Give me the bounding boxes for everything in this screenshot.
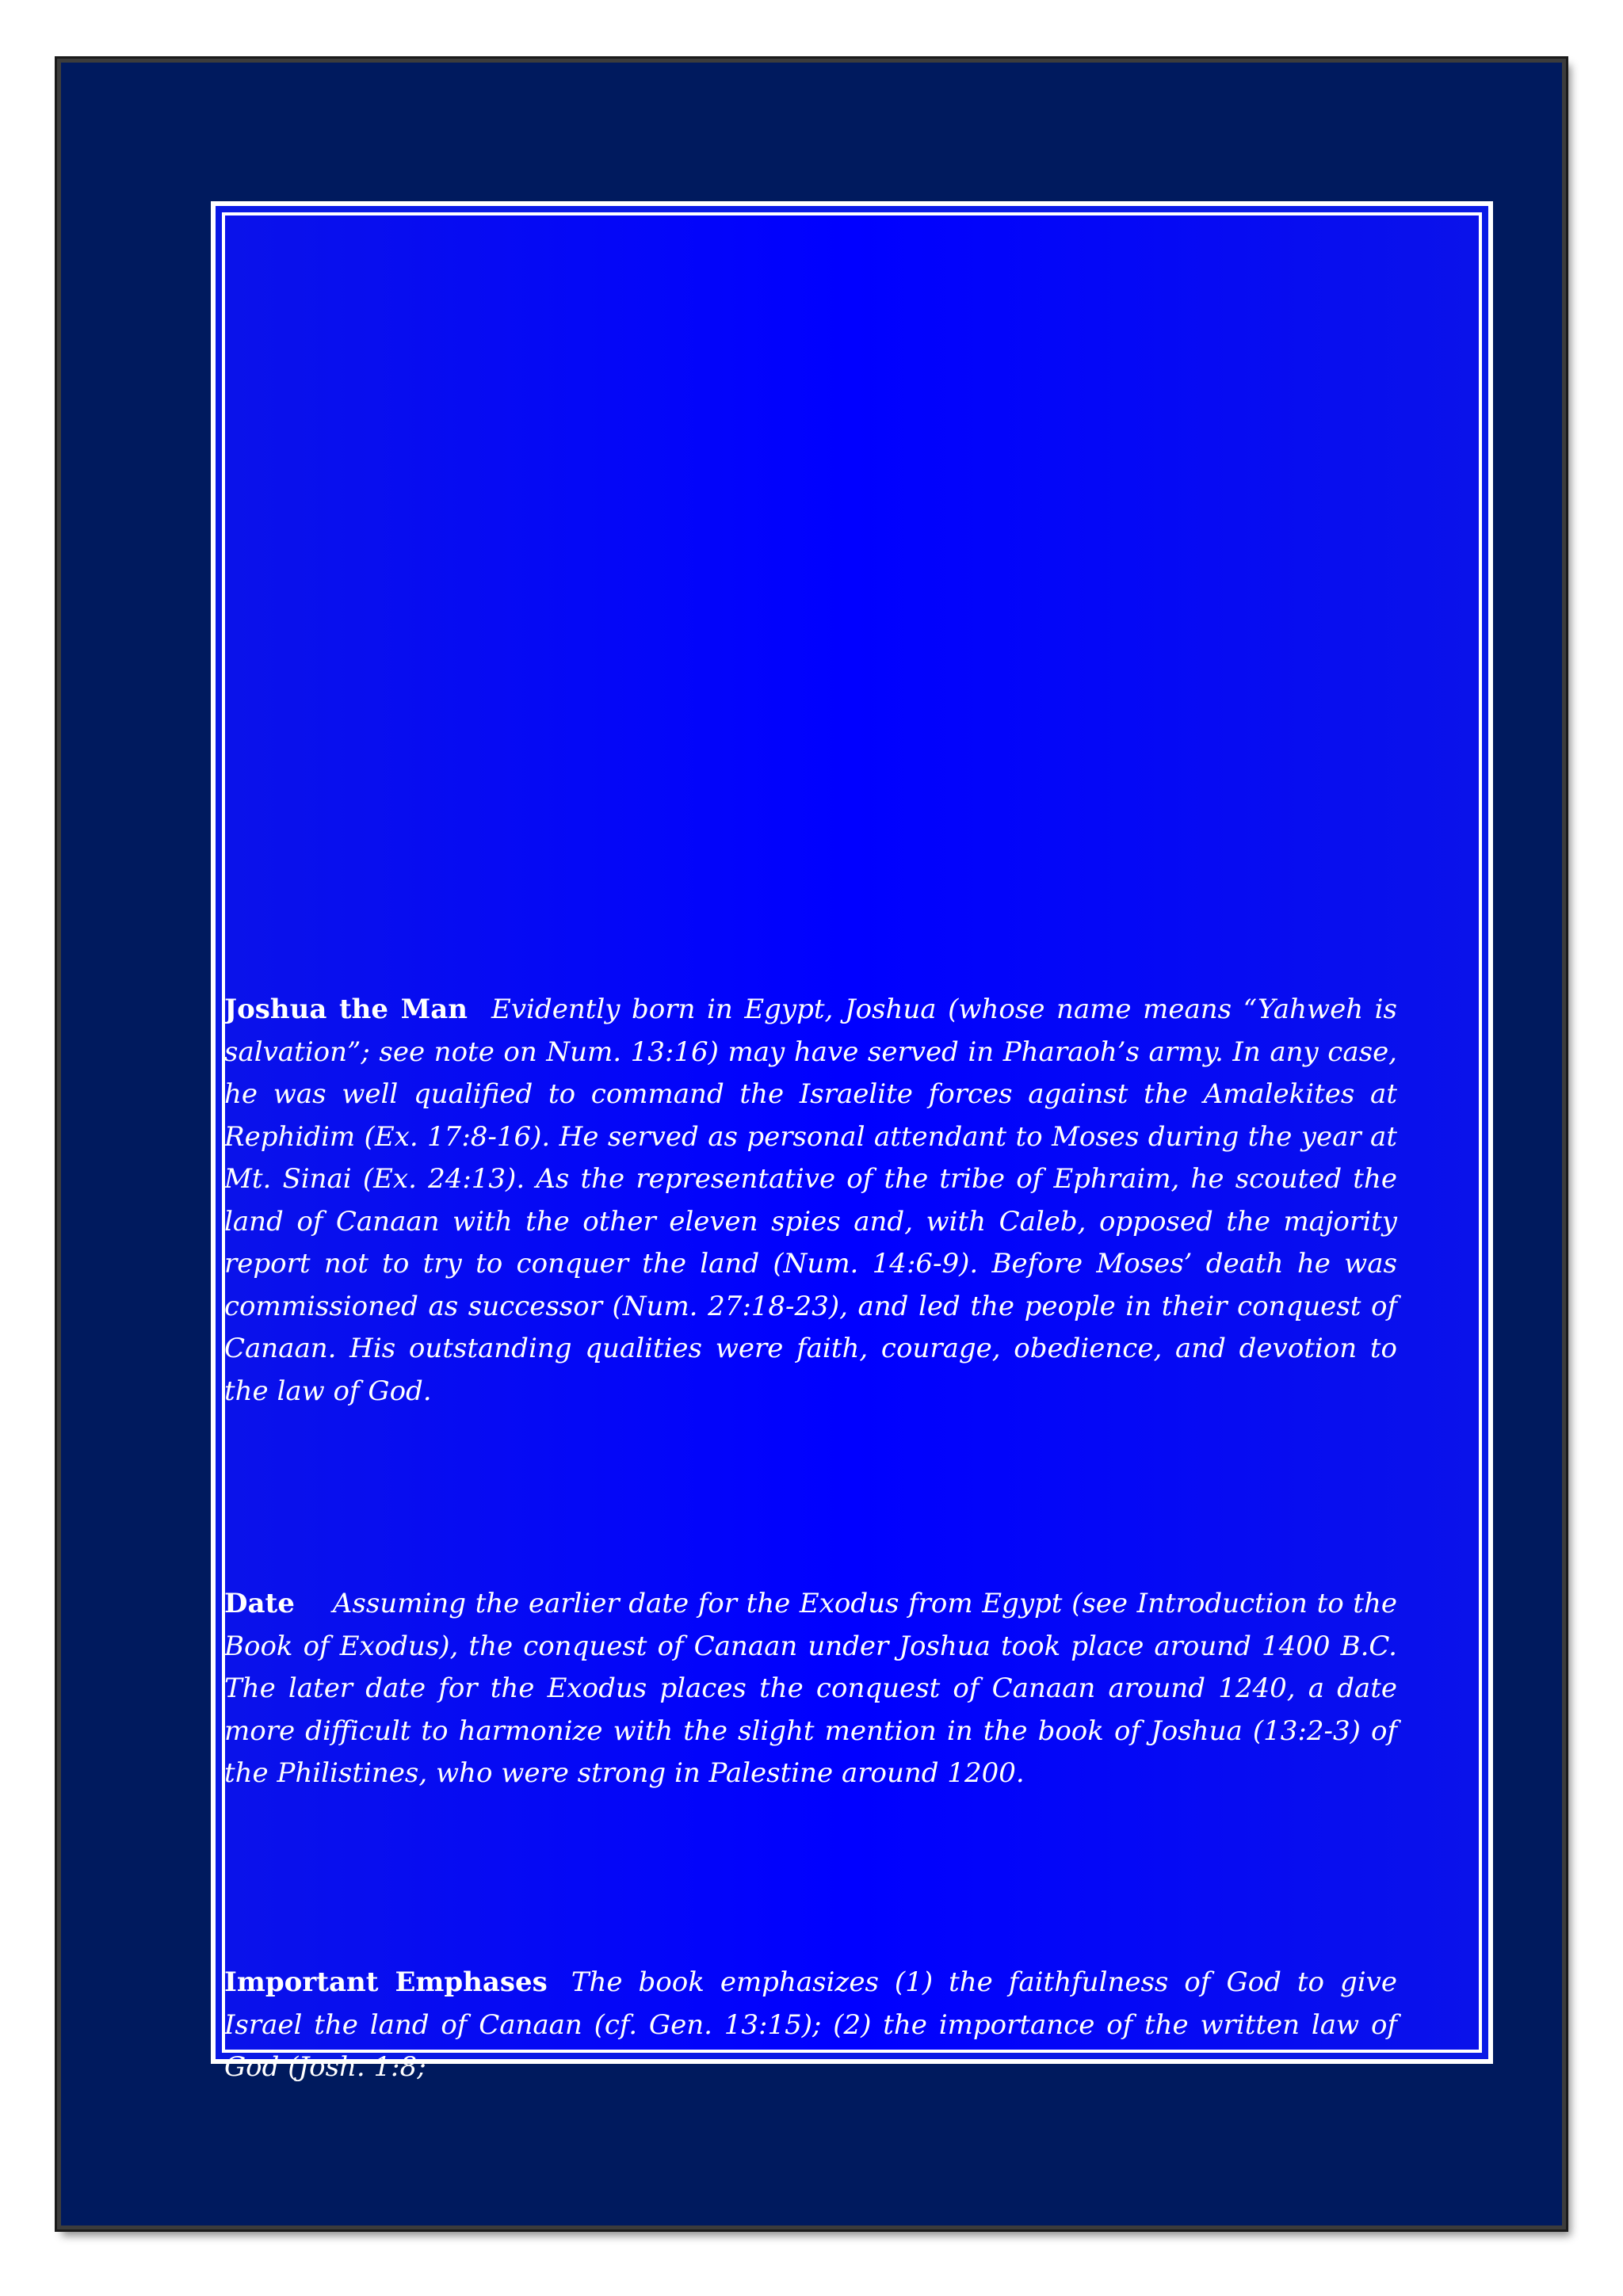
section-heading: Date <box>224 1588 295 1619</box>
section-body: The book emphasizes (1) the faithfulness of God to give Israel the land of Canaan (cf. Gen. 13:15); (2) the importance of the written law of God (Josh. 1:8; <box>224 1966 1397 2083</box>
section-body: Evidently born in Egypt, Joshua (whose name means “Yahweh is salvation”; see note on Num. 13:16) may have served in Pharaoh’s army. In any case, he was well qualified to command the Israelite forces against the Amalekites at Rephidim (Ex. 17:8-16). He served as personal attendant to Moses during the year at Mt. Sinai (Ex. 24:13). As the representative of the tribe of Ephraim, he scouted the land of Canaan with the other eleven spies and, with Caleb, opposed the majority report not to try to conquer the land (Num. 14:6-9). Before Moses’ death he was commissioned as successor (Num. 27:18-23), and led the people in their conquest of Canaan. His outstanding qualities were faith, courage, obedience, and devotion to the law of God. <box>224 994 1397 1407</box>
section-important-emphases <box>224 1962 1397 2089</box>
section-body: Assuming the earlier date for the Exodus from Egypt (see Introduction to the Book of Exodus), the conquest of Canaan under Joshua took place around 1400 B.C. The later date for the Exodus places the conquest of Canaan around 1240, a date more difficult to harmonize with the slight mention in the book of Joshua (13:2-3) of the Philistines, who were strong in Palestine around 1200. <box>224 1588 1397 1789</box>
section-heading: Joshua the Man <box>224 994 468 1025</box>
section-heading: Important Emphases <box>224 1966 548 1998</box>
